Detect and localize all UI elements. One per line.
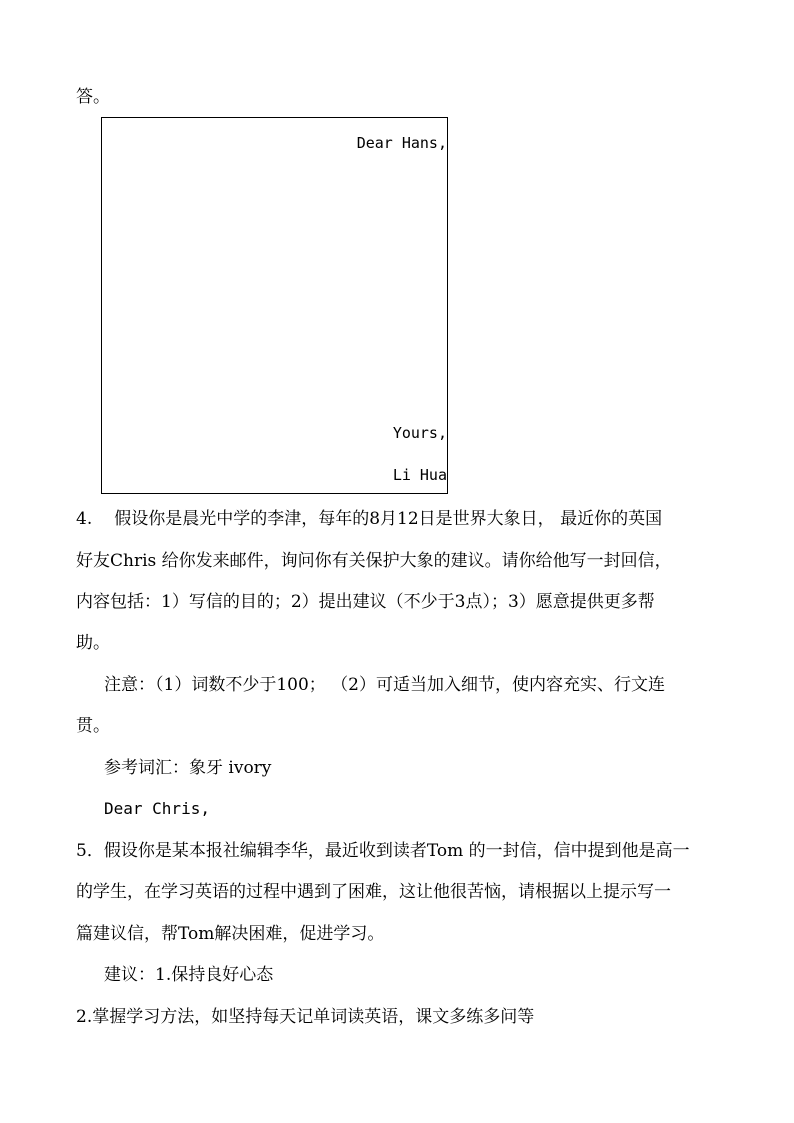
q4-line-1: [76, 509, 662, 529]
q5-line-2: 的学生，在学习英语的过程中遇到了困难，这让他很苦恼，请根据以上提示写一: [76, 882, 671, 902]
letter-answer-box: [101, 117, 448, 494]
q5-line-1: 5．假设你是某本报社编辑李华，最近收到读者Tom 的一封信，信中提到他是高一: [76, 841, 690, 861]
fragment-text: 答。: [76, 87, 110, 107]
q4-number: 4.: [76, 509, 93, 529]
q5-suggestion-1: 建议：1.保持良好心态: [104, 965, 274, 985]
q4-note-line-1: 注意：（1）词数不少于100； （2）可适当加入细节，使内容充实、行文连: [104, 675, 665, 695]
q4-line-1-text: 假设你是晨光中学的李津，每年的8月12日是世界大象日， 最近你的英国: [114, 509, 663, 529]
q4-note-line-2: 贯。: [76, 716, 110, 736]
q4-salutation: Dear Chris,: [104, 799, 210, 818]
letter-signature: Li Hua: [392, 466, 447, 484]
letter-salutation: Dear Hans,: [356, 134, 447, 152]
q4-line-3: 内容包括：1）写信的目的；2）提出建议（不少于3点）；3）愿意提供更多帮: [76, 592, 655, 612]
letter-closing: Yours,: [392, 424, 447, 442]
q4-vocab: 参考词汇：象牙 ivory: [104, 758, 272, 778]
q5-suggestion-2: 2.掌握学习方法，如坚持每天记单词读英语，课文多练多问等: [76, 1007, 535, 1027]
q4-line-2: 好友Chris 给你发来邮件，询问你有关保护大象的建议。请你给他写一封回信，: [76, 551, 672, 571]
q4-line-4: 助。: [76, 633, 110, 653]
q5-line-3: 篇建议信，帮Tom解决困难，促进学习。: [76, 924, 385, 944]
